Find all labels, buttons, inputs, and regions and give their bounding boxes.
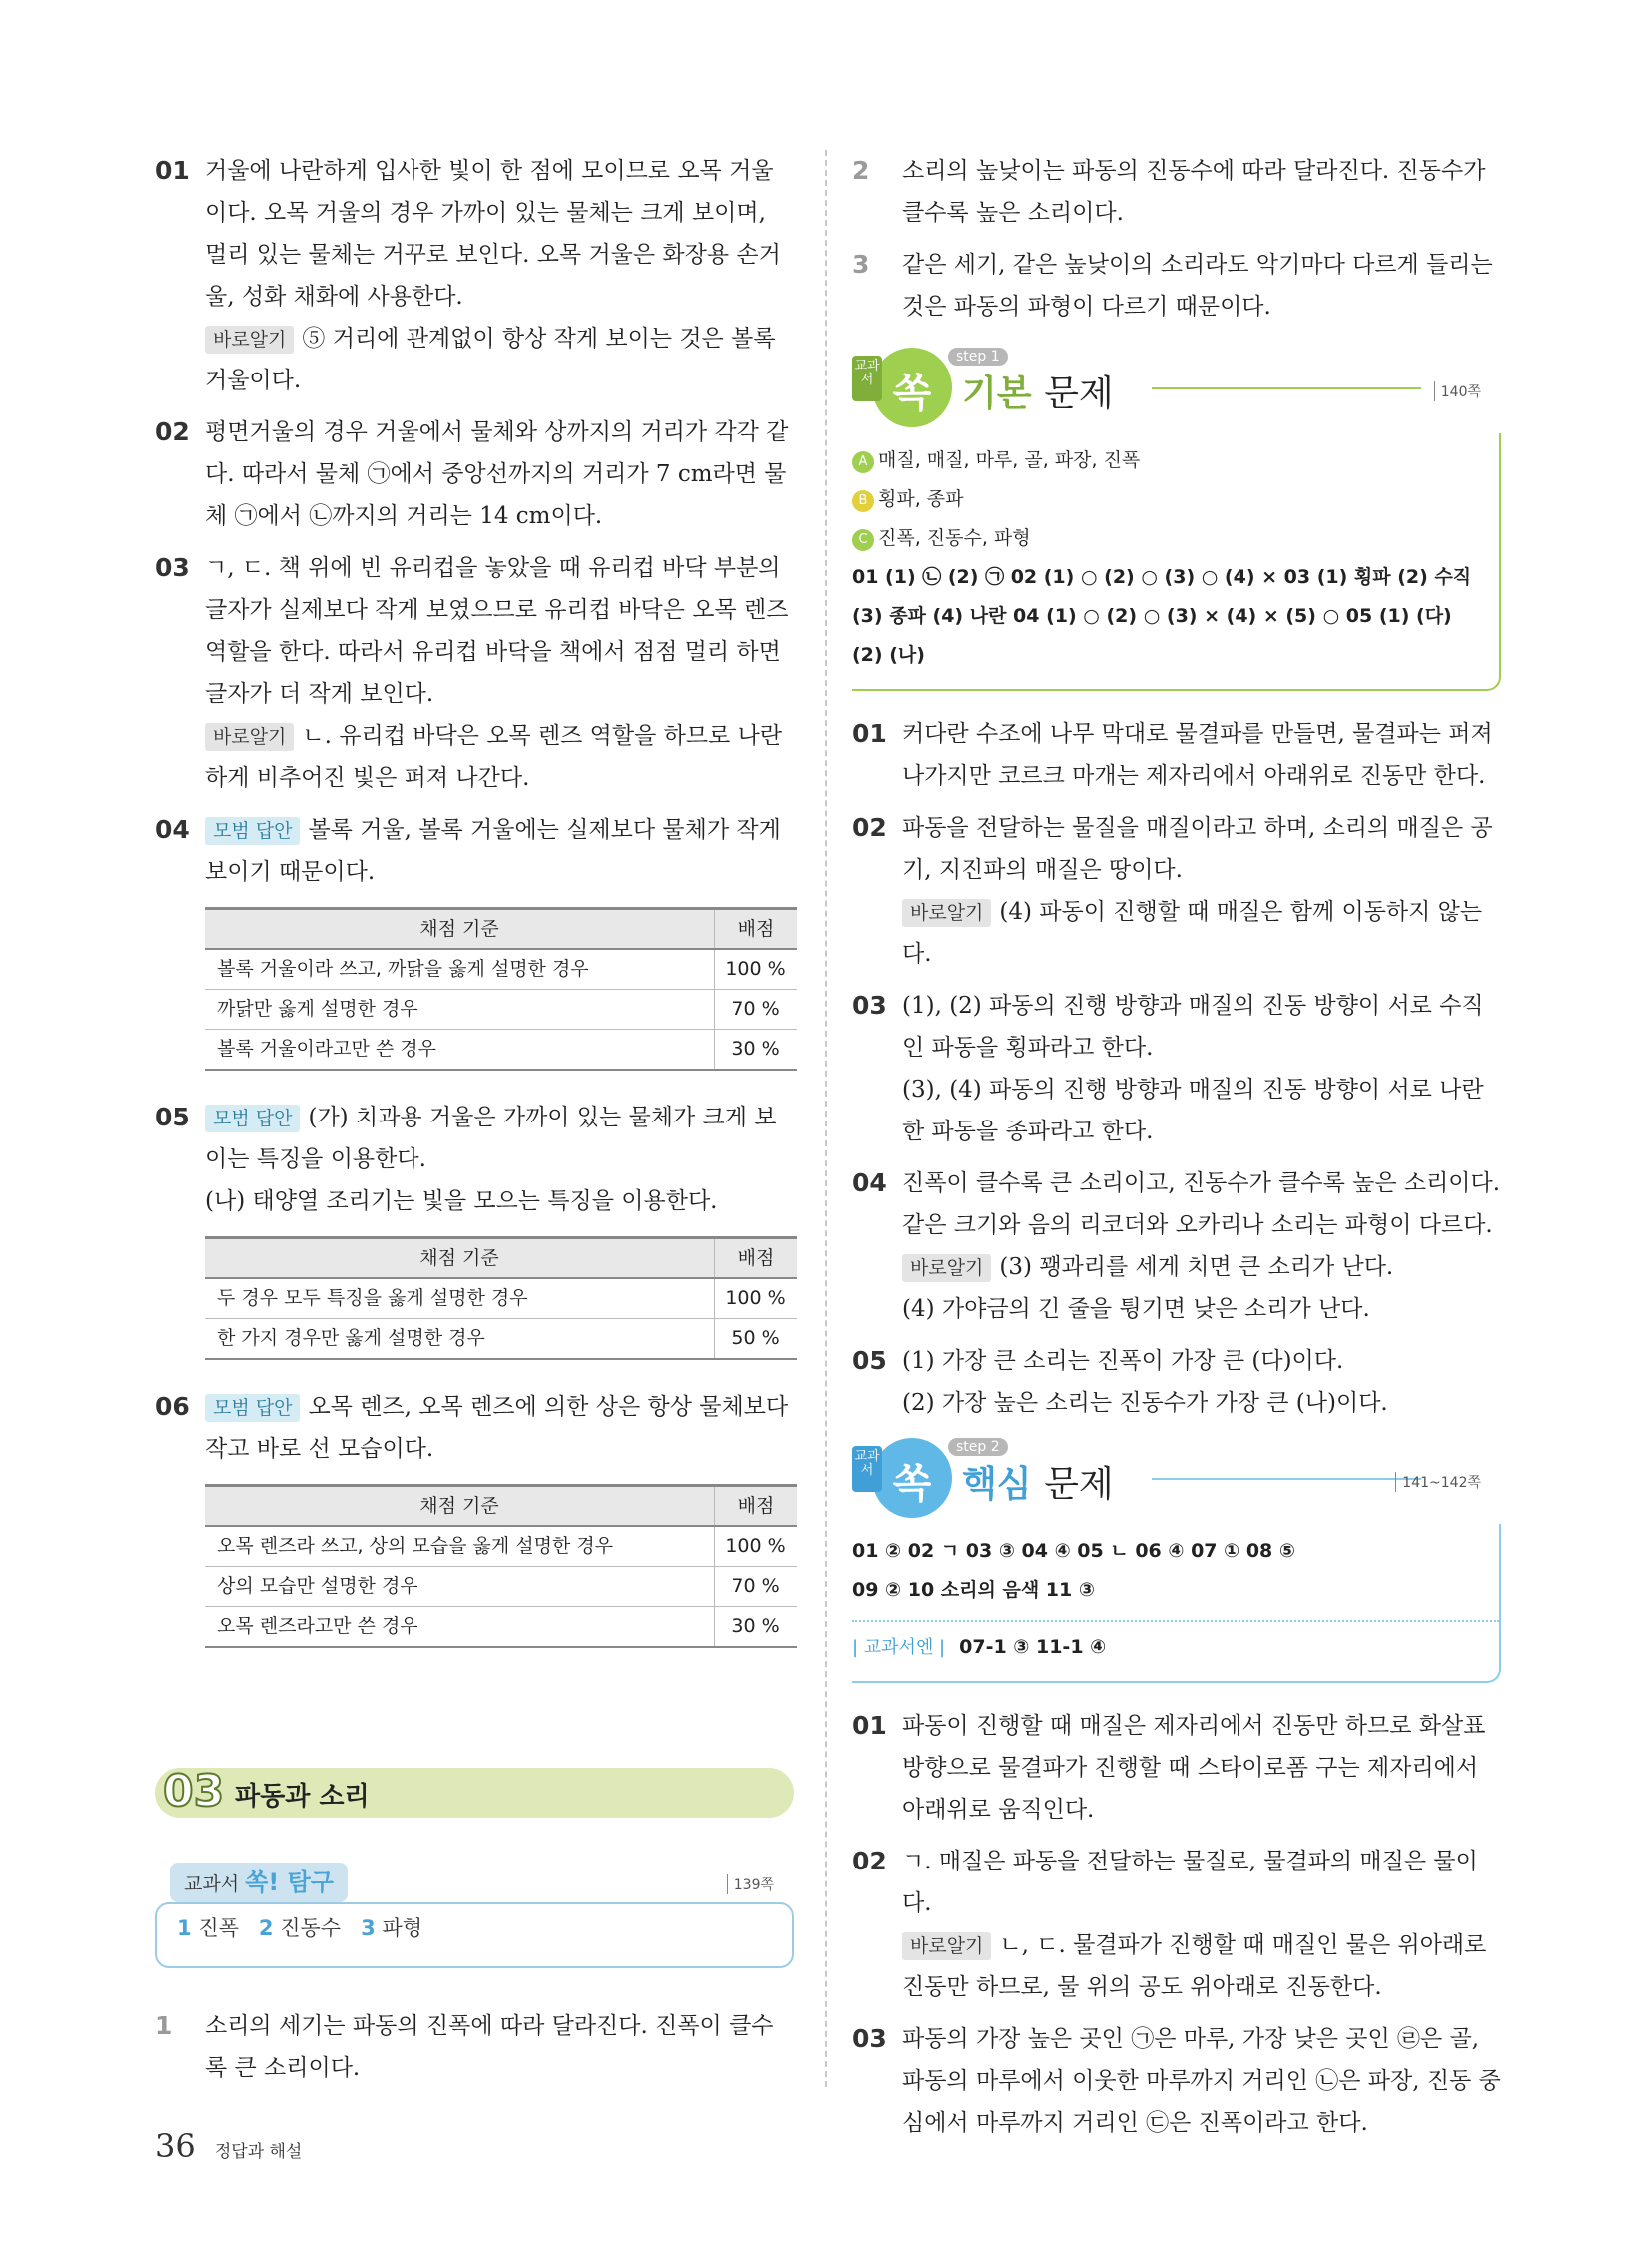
page-ref: 139쪽: [727, 1874, 774, 1894]
column-divider: [825, 150, 827, 2087]
item-text: ㄱ, ㄷ. 책 위에 빈 유리컵을 놓았을 때 유리컵 바닥 부분의 글자가 실제보다 작게 보였으므로 유리컵 바닥은 오목 렌즈 역할을 한다. 따라서 유리컵 바닥을 책에서 점점 멀리 하면 글자가 더 작게 보인다.: [205, 555, 789, 707]
item-number: 02: [155, 417, 190, 446]
table-row: 볼록 거울이라고만 쓴 경우 30 %: [205, 1030, 797, 1071]
item-text: 파동의 가장 높은 곳인 ㉠은 마루, 가장 낮은 곳인 ㉣은 골, 파동의 마루에서 이웃한 마루까지 거리인 ㉡은 파장, 진동 중심에서 마루까지 거리인 ㉢은 진폭이라고 한다.: [902, 2026, 1501, 2136]
model-answer-tag: 모범 답안: [205, 1105, 300, 1132]
page-ref: 140쪽: [1434, 381, 1481, 401]
table-header-criteria: 채점 기준: [205, 1238, 715, 1279]
item-number: 02: [852, 1847, 887, 1875]
basic-item-02: [852, 807, 1501, 975]
basic-item-03: [852, 985, 1501, 1152]
correction-text-2: (4) 가야금의 긴 줄을 튕기면 낮은 소리가 난다.: [902, 1296, 1370, 1322]
table-header-points: 배점: [715, 1238, 798, 1279]
item-text: (1), (2) 파동의 진행 방향과 매질의 진동 방향이 서로 수직인 파동을 횡파라고 한다.: [902, 993, 1484, 1061]
explore-label: 교과서 쏙! 탐구: [170, 1863, 348, 1902]
item-text: (가) 치과용 거울은 가까이 있는 물체가 크게 보이는 특징을 이용한다.: [205, 1105, 777, 1172]
answer-item-03: [155, 547, 794, 799]
core-item-03: [852, 2018, 1501, 2144]
page-footer: [155, 2127, 302, 2165]
textbook-extra-label: | 교과서엔 |: [852, 1637, 946, 1658]
basic-item-01: [852, 713, 1501, 797]
textbook-badge: 교과서: [852, 1446, 882, 1492]
item-number: 2: [852, 156, 870, 185]
item-text: 볼록 거울, 볼록 거울에는 실제보다 물체가 작게 보이기 때문이다.: [205, 817, 781, 885]
answer-item-06: [155, 1386, 794, 1470]
model-answer-tag: 모범 답안: [205, 1394, 300, 1422]
correction-text: ㄴ, ㄷ. 물결파가 진행할 때 매질인 물은 위아래로 진동만 하므로, 물 위의 공도 위아래로 진동한다.: [902, 1932, 1487, 2000]
step2-answers: 01 ② 02 ㄱ 03 ③ 04 ④ 05 ㄴ 06 ④ 07 ① 08 ⑤ 09 ② 10 소리의 음색 11 ③ | 교과서엔 | 07-1 ③ 11-1 ④: [852, 1524, 1501, 1683]
item-text-2: (2) 가장 높은 소리는 진동수가 가장 큰 (나)이다.: [902, 1390, 1388, 1416]
left-column: [155, 150, 794, 1674]
burst-icon: 쏙: [872, 1438, 952, 1518]
table-row: 까닭만 옳게 설명한 경우 70 %: [205, 990, 797, 1030]
item-number: 01: [852, 719, 887, 748]
item-text: 평면거울의 경우 거울에서 물체와 상까지의 거리가 각각 같다. 따라서 물체 ㉠에서 중앙선까지의 거리가 7 cm라면 물체 ㉠에서 ㉡까지의 거리는 14 cm이다.: [205, 419, 789, 529]
burst-icon: 쏙: [872, 348, 952, 427]
correction-tag: 바로알기: [902, 1254, 991, 1282]
item-number: 03: [852, 991, 887, 1020]
b-icon: B: [852, 490, 874, 512]
scoring-table-05: [205, 1236, 797, 1360]
item-text: 소리의 높낮이는 파동의 진동수에 따라 달라진다. 진동수가 클수록 높은 소리이다.: [902, 158, 1486, 226]
dotted-divider: [852, 1620, 1499, 1622]
correction-tag: 바로알기: [902, 1932, 991, 1960]
explore-title: 쏙! 탐구: [245, 1868, 334, 1896]
explore-box: [155, 1863, 794, 1967]
answer-item-04: [155, 809, 794, 893]
right-column: [852, 150, 1501, 2154]
explore-item-1: [155, 2005, 794, 2089]
item-number: 05: [155, 1103, 190, 1131]
header-rule: [1152, 387, 1421, 389]
section-title: 파동과 소리: [235, 1782, 370, 1812]
item-text-2: (3), (4) 파동의 진행 방향과 매질의 진동 방향이 서로 나란한 파동을 종파라고 한다.: [902, 1077, 1484, 1144]
step2-answer-section: [852, 1438, 1501, 1683]
item-text: 거울에 나란하게 입사한 빛이 한 점에 모이므로 오목 거울이다. 오목 거울의 경우 가까이 있는 물체는 크게 보이며, 멀리 있는 물체는 거꾸로 보인다. 오목 거울은 화장용 손거울, 성화 채화에 사용한다.: [205, 158, 781, 310]
item-number: 3: [852, 250, 870, 279]
a-icon: A: [852, 451, 874, 473]
table-header-points: 배점: [715, 909, 798, 950]
correction-text: (4) 파동이 진행할 때 매질은 함께 이동하지 않는다.: [902, 899, 1483, 967]
footer-label: 정답과 해설: [214, 2142, 303, 2162]
explore-item-2: [852, 150, 1501, 234]
scoring-table-04: [205, 907, 797, 1071]
basic-item-05: [852, 1340, 1501, 1424]
c-icon: C: [852, 529, 874, 551]
correction-text: (3) 꽹과리를 세게 치면 큰 소리가 난다.: [999, 1254, 1394, 1280]
item-number: 06: [155, 1392, 190, 1421]
item-text: ㄱ. 매질은 파동을 전달하는 물질로, 물결파의 매질은 물이다.: [902, 1849, 1478, 1916]
table-row: 오목 렌즈라고만 쓴 경우 30 %: [205, 1607, 797, 1648]
item-number: 05: [852, 1346, 887, 1375]
step2-header: [852, 1438, 1501, 1518]
answer-item-05: [155, 1097, 794, 1222]
section-number: 03: [163, 1766, 225, 1817]
item-number: 01: [852, 1711, 887, 1740]
item-text: 진폭이 클수록 큰 소리이고, 진동수가 클수록 높은 소리이다. 같은 크기와 음의 리코더와 오카리나 소리는 파형이 다르다.: [902, 1170, 1501, 1238]
table-row: 오목 렌즈라 쓰고, 상의 모습을 옳게 설명한 경우 100 %: [205, 1526, 797, 1567]
core-item-02: [852, 1841, 1501, 2008]
item-number: 03: [852, 2024, 887, 2053]
page-ref: 141~142쪽: [1395, 1472, 1481, 1492]
header-rule: [1152, 1478, 1421, 1480]
item-text: 소리의 세기는 파동의 진폭에 따라 달라진다. 진폭이 클수록 큰 소리이다.: [205, 2013, 774, 2081]
scoring-table-06: [205, 1484, 797, 1648]
correction-tag: 바로알기: [902, 899, 991, 927]
item-text: (1) 가장 큰 소리는 진폭이 가장 큰 (다)이다.: [902, 1348, 1344, 1374]
item-text: 같은 세기, 같은 높낮이의 소리라도 악기마다 다르게 들리는 것은 파동의 파형이 다르기 때문이다.: [902, 252, 1493, 320]
item-text: 오목 렌즈, 오목 렌즈에 의한 상은 항상 물체보다 작고 바로 선 모습이다.: [205, 1394, 789, 1462]
step1-answers: A 매질, 매질, 마루, 골, 파장, 진폭 B 횡파, 종파 C 진폭, 진동수, 파형 01 (1) ㉡ (2) ㉠ 02 (1) ○ (2) ○ (3) ○ (4) × 03 (1) 횡파 (2) 수직 (3) 종파 (4) 나란 04 (1) ○ (2) ○ (3) × (4) × (5) ○ 05 (1) (다) (2) (나): [852, 433, 1501, 691]
item-number: 01: [155, 156, 190, 185]
table-header-criteria: 채점 기준: [205, 909, 715, 950]
step-label: step 1: [948, 348, 1008, 366]
basic-item-04: [852, 1162, 1501, 1330]
table-row: 상의 모습만 설명한 경우 70 %: [205, 1567, 797, 1607]
answer-item-02: [155, 411, 794, 537]
item-number: 04: [155, 815, 190, 844]
item-text: 파동이 진행할 때 매질은 제자리에서 진동만 하므로 화살표 방향으로 물결파가 진행할 때 스타이로폼 구는 제자리에서 아래위로 움직인다.: [902, 1713, 1486, 1823]
explore-explanations: [155, 2005, 794, 2099]
table-row: 한 가지 경우만 옳게 설명한 경우 50 %: [205, 1319, 797, 1360]
item-text: 파동을 전달하는 물질을 매질이라고 하며, 소리의 매질은 공기, 지진파의 매질은 땅이다.: [902, 815, 1493, 883]
step1-answer-section: [852, 348, 1501, 691]
step-label: step 2: [948, 1438, 1008, 1456]
table-header-criteria: 채점 기준: [205, 1486, 715, 1527]
item-number: 1: [155, 2011, 173, 2040]
item-text-2: (나) 태양열 조리기는 빛을 모으는 특징을 이용한다.: [205, 1188, 718, 1214]
item-number: 03: [155, 553, 190, 582]
table-row: 두 경우 모두 특징을 옳게 설명한 경우 100 %: [205, 1278, 797, 1319]
correction-text: ⑤ 거리에 관계없이 항상 작게 보이는 것은 볼록 거울이다.: [205, 326, 776, 393]
step-title: 핵심 문제: [962, 1464, 1114, 1505]
model-answer-tag: 모범 답안: [205, 817, 300, 845]
step1-header: [852, 348, 1501, 427]
table-row: 볼록 거울이라 쓰고, 까닭을 옳게 설명한 경우 100 %: [205, 949, 797, 990]
correction-text: ㄴ. 유리컵 바닥은 오목 렌즈 역할을 하므로 나란하게 비추어진 빛은 퍼져 나간다.: [205, 723, 783, 791]
correction-tag: 바로알기: [205, 723, 294, 751]
page-number: 36: [155, 2127, 196, 2165]
answer-item-01: [155, 150, 794, 401]
core-item-01: [852, 1705, 1501, 1831]
explore-answers: 1 진폭 2 진동수 3 파형: [177, 1916, 423, 1940]
table-header-points: 배점: [715, 1486, 798, 1527]
correction-tag: 바로알기: [205, 326, 294, 354]
step-title: 기본 문제: [962, 374, 1114, 414]
item-number: 04: [852, 1168, 887, 1197]
section-header: [155, 1768, 794, 1818]
textbook-badge: 교과서: [852, 356, 882, 401]
item-number: 02: [852, 813, 887, 842]
explore-item-3: [852, 244, 1501, 328]
item-text: 커다란 수조에 나무 막대로 물결파를 만들면, 물결파는 퍼져 나가지만 코르크 마개는 제자리에서 아래위로 진동만 한다.: [902, 721, 1493, 789]
